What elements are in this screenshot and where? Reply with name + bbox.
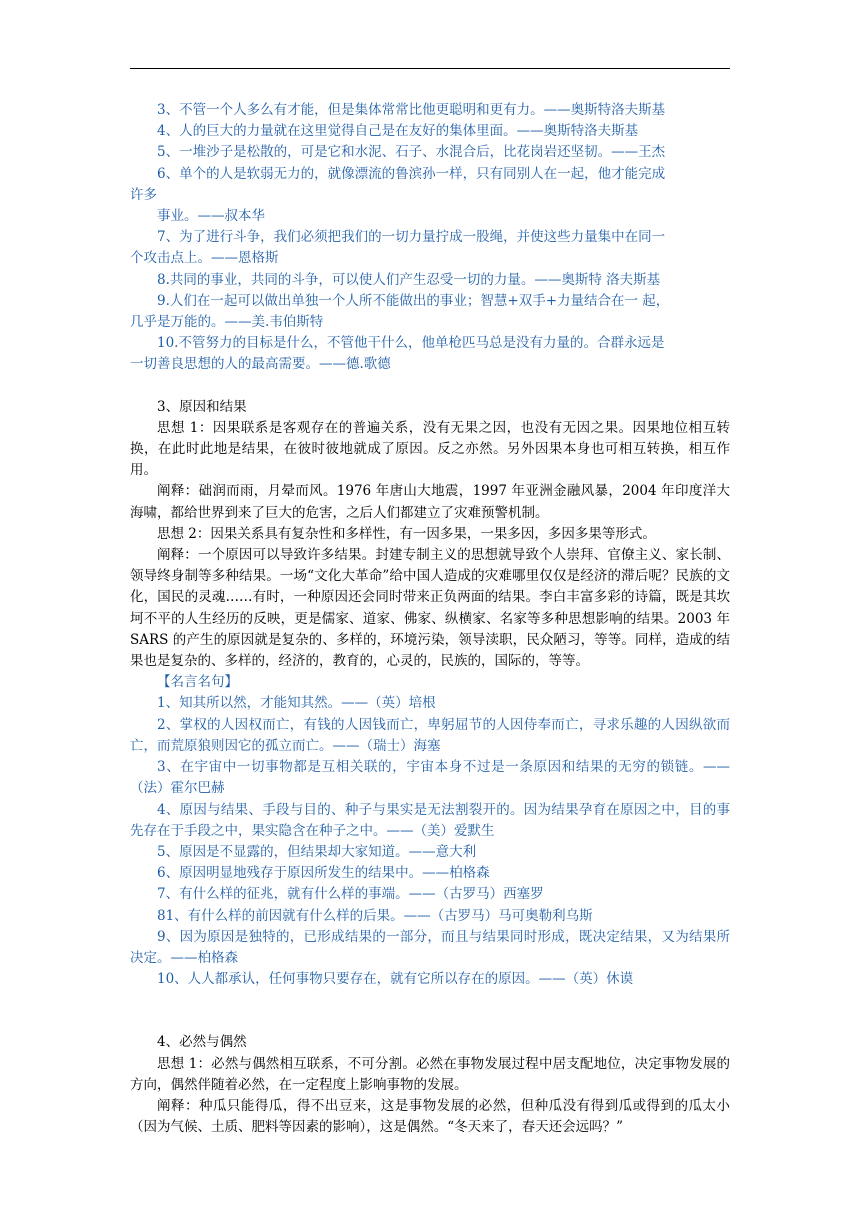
quote-item: 10、人人都承认，任何事物只要存在，就有它所以存在的原因。——（英）休谟 bbox=[157, 971, 634, 988]
body-paragraph: 阐释：础润而雨，月晕而风。1976 年唐山大地震，1997 年亚洲金融风暴，2004 年印度洋大海啸，都给世界到来了巨大的危害，之后人们都建立了灾难预警机制。 bbox=[130, 483, 730, 521]
section-heading: 3、原因和结果 bbox=[157, 398, 247, 415]
quote-item-continued: 个攻击点上。——恩格斯 bbox=[130, 250, 279, 267]
quote-item: 5、一堆沙子是松散的，可是它和水泥、石子、水混合后，比花岗岩还坚韧。——王杰 bbox=[157, 144, 666, 161]
quote-item: 10.不管努力的目标是什么，不管他干什么，他单枪匹马总是没有力量的。合群永远是 bbox=[157, 335, 665, 352]
body-paragraph: 思想 1：因果联系是客观存在的普遍关系，没有无果之因，也没有无因之果。因果地位相互转换，在此时此地是结果，在彼时彼地就成了原因。反之亦然。另外因果本身也可相互转换，相互作用。 bbox=[130, 419, 730, 479]
quote-item: 6、单个的人是软弱无力的，就像漂流的鲁滨孙一样，只有同别人在一起，他才能完成 bbox=[157, 165, 666, 182]
quote-item: 7、有什么样的征兆，就有什么样的事端。——（古罗马）西塞罗 bbox=[157, 886, 544, 903]
quote-item: 4、原因与结果、手段与目的、种子与果实是无法割裂开的。因为结果孕育在原因之中，目的事先存在于手段之中，果实隐含在种子之中。——（美）爱默生 bbox=[130, 801, 730, 839]
quote-item: 7、为了进行斗争，我们必须把我们的一切力量拧成一股绳，并使这些力量集中在同一 bbox=[157, 229, 666, 246]
quote-item: 3、不管一个人多么有才能，但是集体常常比他更聪明和更有力。——奥斯特洛夫斯基 bbox=[157, 102, 666, 118]
quote-item-continued: 几乎是万能的。——美.韦伯斯特 bbox=[130, 314, 324, 331]
quote-item: 1、知其所以然，才能知其然。——（英）培根 bbox=[157, 695, 436, 712]
quote-item: 6、原因明显地残存于原因所发生的结果中。——柏格森 bbox=[157, 865, 490, 882]
quote-item: 9.人们在一起可以做出单独一个人所不能做出的事业；智慧+双手+力量结合在一 起， bbox=[157, 292, 670, 309]
quote-item-continued: 一切善良思想的人的最高需要。——德.歌德 bbox=[130, 356, 391, 373]
header-rule bbox=[130, 68, 730, 69]
quote-item: 8.共同的事业，共同的斗争，可以使人们产生忍受一切的力量。——奥斯特 洛夫斯基 bbox=[157, 271, 661, 288]
body-paragraph: 思想 2：因果关系具有复杂性和多样性，有一因多果，一果多因，多因多果等形式。 bbox=[157, 525, 656, 542]
document-body bbox=[130, 100, 730, 1138]
body-paragraph: 思想 1：必然与偶然相互联系，不可分割。必然在事物发展过程中居支配地位，决定事物发展的方向，偶然伴随着必然，在一定程度上影响事物的发展。 bbox=[130, 1055, 730, 1093]
quote-item: 3、在宇宙中一切事物都是互相关联的，宇宙本身不过是一条原因和结果的无穷的锁链。——（法）霍尔巴赫 bbox=[130, 759, 730, 797]
section-heading: 4、必然与偶然 bbox=[157, 1034, 247, 1051]
body-paragraph: 阐释：一个原因可以导致许多结果。封建专制主义的思想就导致个人崇拜、官僚主义、家长制、领导终身制等多种结果。一场“文化大革命”给中国人造成的灾难哪里仅仅是经济的滞后呢？民族的文化，国民的灵魂……有时，一种原因还会同时带来正负两面的结果。李白丰富多彩的诗篇，既是其坎坷不平的人生经历的反映，更是儒家、道家、佛家、纵横家、名家等多种思想影响的结果。2003 年 SARS 的产生的原因就是复杂的、多样的，环境污染，领导渎职，民众陋习，等等。同样，造成的结果也是复杂的、多样的，经济的，教育的，心灵的，民族的，国际的，等等。 bbox=[130, 547, 730, 670]
quote-item: 事业。——叔本华 bbox=[157, 208, 265, 225]
quote-item: 4、人的巨大的力量就在这里觉得自己是在友好的集体里面。——奥斯特洛夫斯基 bbox=[157, 123, 639, 140]
quotes-title: 【名言名句】 bbox=[157, 674, 238, 691]
quote-item: 5、原因是不显露的，但结果却大家知道。——意大利 bbox=[157, 843, 477, 860]
quote-item: 2、掌权的人因权而亡，有钱的人因钱而亡，卑躬屈节的人因侍奉而亡，寻求乐趣的人因纵欲而亡，而荒原狼则因它的孤立而亡。——（瑞士）海塞 bbox=[130, 716, 730, 754]
quote-item-continued: 许多 bbox=[130, 186, 157, 203]
quote-item: 81、有什么样的前因就有什么样的后果。——（古罗马）马可奥勒利乌斯 bbox=[157, 907, 593, 924]
quote-item: 9、因为原因是独特的，已形成结果的一部分，而且与结果同时形成，既决定结果，又为结果所决定。——柏格森 bbox=[130, 928, 730, 966]
body-paragraph: 阐释：种瓜只能得瓜，得不出豆来，这是事物发展的必然，但种瓜没有得到瓜或得到的瓜太小（因为气候、土质、肥料等因素的影响），这是偶然。“冬天来了，春天还会远吗？” bbox=[130, 1097, 730, 1136]
